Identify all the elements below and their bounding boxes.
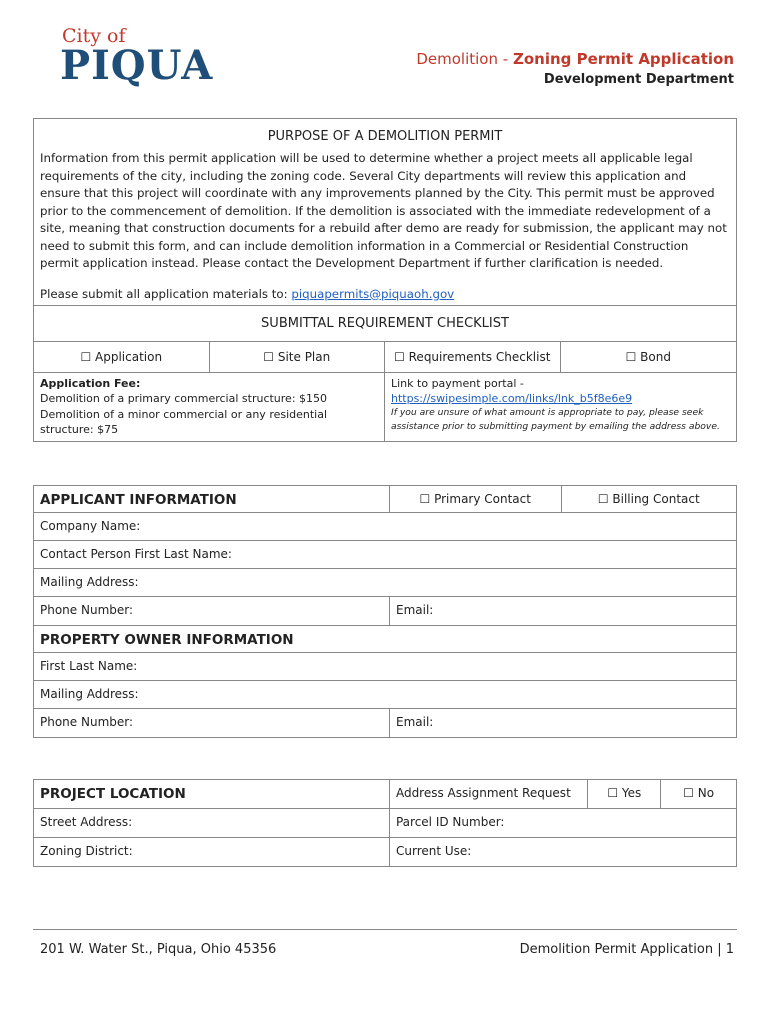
checkbox-primary-contact[interactable]: ☐ Primary Contact [390,486,562,512]
department-name: Development Department [543,72,734,87]
applicant-mailing-field[interactable]: Mailing Address: [34,569,736,597]
footer-address: 201 W. Water St., Piqua, Ohio 45356 [40,942,277,957]
fee-primary: Demolition of a primary commercial structure: $150 [40,392,328,405]
purpose-checklist-box [33,118,737,442]
portal-link[interactable]: https://swipesimple.com/links/lnk_b5f8e6e9 [391,391,633,405]
logo-city-text: City of [62,25,126,47]
purpose-title: PURPOSE OF A DEMOLITION PERMIT [267,129,503,144]
zoning-use-row [34,838,736,866]
parcel-id-field[interactable]: Parcel ID Number: [395,815,505,829]
payment-portal [385,373,736,441]
submit-email-link[interactable]: piquapermits@piquaoh.gov [291,286,455,301]
owner-phone-email-row [34,709,736,737]
submit-line [34,277,736,305]
checkbox-billing-contact[interactable]: ☐ Billing Contact [597,492,700,506]
document-title [416,48,734,70]
checklist-items-row [34,342,736,373]
checkbox-bond[interactable]: ☐ Bond [625,349,671,364]
owner-email-field[interactable]: Email: [395,715,434,729]
footer-divider [33,929,737,930]
street-address-field[interactable]: Street Address: [34,809,390,837]
portal-note: If you are unsure of what amount is appropriate to pay, please seek assistance prior to submitting payment by emailing the address above. [391,406,720,432]
purpose-section [34,119,736,306]
owner-title: PROPERTY OWNER INFORMATION [34,626,736,653]
checkbox-application[interactable]: ☐ Application [34,342,210,372]
portal-label: Link to payment portal - [391,376,524,390]
document-header [416,48,734,87]
fee-row [34,373,736,441]
footer-page-label: Demolition Permit Application | 1 [519,942,734,957]
submit-prefix: Please submit all application materials to: [40,286,292,301]
street-parcel-row [34,809,736,838]
applicant-phone-email-row [34,597,736,626]
owner-name-field[interactable]: First Last Name: [34,653,736,681]
city-logo [60,25,240,89]
title-prefix: Demolition - [416,50,513,68]
project-location-box [33,779,737,867]
applicant-title: APPLICANT INFORMATION [34,486,390,512]
applicant-owner-box [33,485,737,738]
address-request-label: Address Assignment Request [390,780,588,808]
logo-piqua-text: PIQUA [60,42,214,89]
applicant-phone-field[interactable]: Phone Number: [34,597,390,625]
fee-minor: Demolition of a minor commercial or any residential structure: $75 [40,407,328,436]
title-main: Zoning Permit Application [512,50,734,68]
purpose-text: Information from this permit application will be used to determine whether a project meets all applicable legal requirements of the city, including the zoning code. Several City departments will review this application and ensure that this project will coordinate with any improvements planned by the City. This permit must be approved prior to the commencement of demolition. If the demolition is associated with the immediate redevelopment of a site, meaning that construction documents for a rebuild after demo are ready for submission, the applicant may not need to submit this form, and can include demolition information in a Commercial or Residential Construction permit application instead. Please contact the Development Department if further clarification is needed. [40,151,727,270]
fee-info [34,373,385,441]
checklist-title: SUBMITTAL REQUIREMENT CHECKLIST [261,315,509,331]
contact-person-field[interactable]: Contact Person First Last Name: [34,541,736,569]
location-header-row [34,780,736,809]
applicant-header-row [34,486,736,513]
company-name-field[interactable]: Company Name: [34,513,736,541]
checkbox-yes[interactable]: ☐ Yes [588,780,661,808]
checkbox-no[interactable]: ☐ No [683,786,715,800]
current-use-field[interactable]: Current Use: [395,844,472,858]
checkbox-requirements-checklist[interactable]: ☐ Requirements Checklist [385,342,561,372]
checklist-title-cell [34,306,736,342]
location-title: PROJECT LOCATION [34,780,390,808]
checkbox-site-plan[interactable]: ☐ Site Plan [210,342,386,372]
owner-phone-field[interactable]: Phone Number: [34,709,390,737]
zoning-district-field[interactable]: Zoning District: [34,838,390,866]
fee-title: Application Fee: [40,376,141,390]
applicant-email-field[interactable]: Email: [395,603,434,617]
owner-mailing-field[interactable]: Mailing Address: [34,681,736,709]
